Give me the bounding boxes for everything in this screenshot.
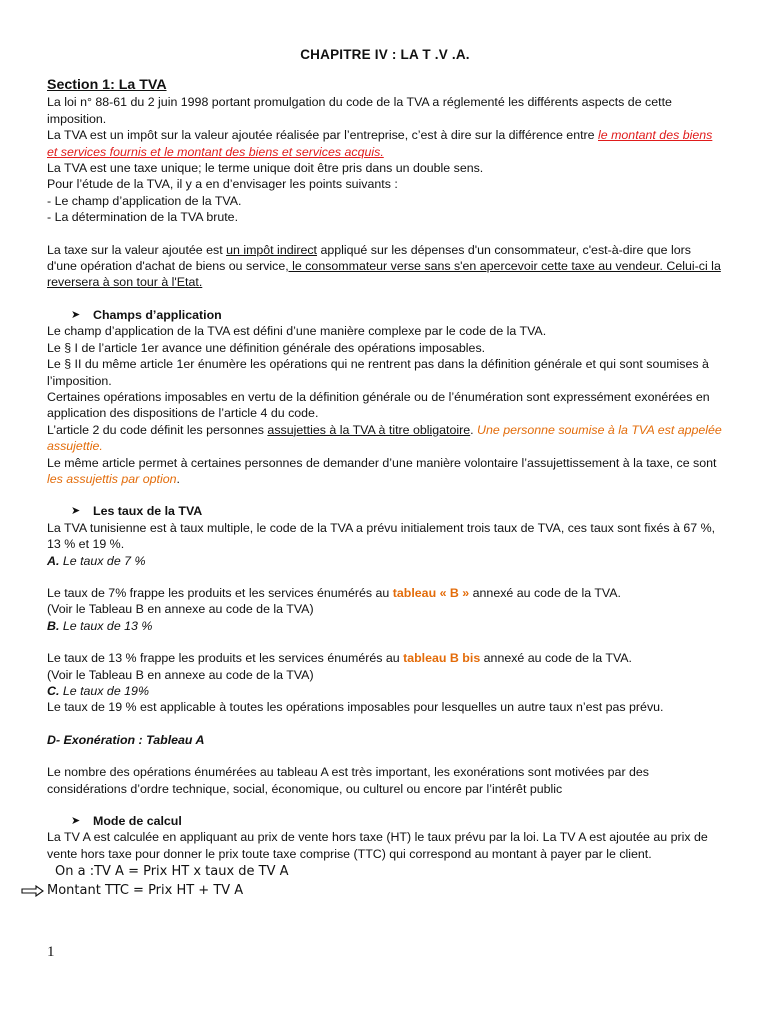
paragraph — [47, 242, 723, 291]
paragraph: La TVA est une taxe unique; le terme unique doit être pris dans un double sens. — [47, 161, 484, 176]
chapter-title: CHAPITRE IV : LA T .V .A. — [300, 47, 470, 62]
paragraph: Le champ d’application de la TVA est défini d’une manière complexe par le code de la TVA. — [47, 324, 547, 339]
paragraph — [47, 650, 723, 666]
paragraph: Le § I de l’article 1er avance une définition générale des opérations imposables. — [47, 340, 486, 355]
paragraph: La loi n° 88-61 du 2 juin 1998 portant promulgation du code de la TVA a réglementé les différents aspects de cette imposition. — [47, 95, 672, 126]
text: . — [470, 422, 478, 437]
formula-text: Montant TTC = Prix HT + TV A — [47, 883, 244, 899]
text: . — [176, 471, 180, 486]
letter: A. — [47, 553, 60, 568]
text: annexé au code de la TVA. — [480, 651, 632, 666]
paragraph: La TVA tunisienne est à taux multiple, le code de la TVA a prévu initialement trois taux de TVA, ces taux sont fixés à 67 %, 13 % et 19 %. — [47, 520, 716, 552]
list-item: - Le champ d’application de la TVA. — [47, 193, 242, 208]
section-heading: Section 1: La TVA — [47, 77, 167, 94]
list-item: - La détermination de la TVA brute. — [47, 210, 239, 225]
arrow-bullet-icon: ➤ — [71, 308, 81, 321]
bullet-heading — [71, 307, 723, 323]
highlighted-text: tableau B bis — [403, 651, 481, 666]
formula — [21, 881, 723, 900]
letter: B. — [47, 618, 60, 633]
paragraph: Certaines opérations imposables en vertu de la définition générale ou de l’énumération sont expressément exonérées en application des dispositions de l’article 4 du code. — [47, 389, 710, 421]
highlighted-definition: les assujettis par option — [47, 471, 177, 486]
bullet-heading-label: Les taux de la TVA — [93, 504, 203, 519]
paragraph: (Voir le Tableau B en annexe au code de la TVA) — [47, 667, 314, 682]
bullet-heading — [71, 813, 723, 829]
document-page — [47, 47, 723, 900]
paragraph: (Voir le Tableau B en annexe au code de la TVA) — [47, 602, 314, 617]
sub-heading — [47, 553, 723, 569]
paragraph — [47, 422, 723, 455]
underlined-text: un impôt indirect — [226, 242, 318, 257]
formula: On a :TV A = Prix HT x taux de TV A — [55, 864, 289, 880]
paragraph — [47, 455, 723, 488]
arrow-bullet-icon: ➤ — [71, 505, 81, 518]
highlighted-text: tableau « B » — [392, 585, 470, 600]
text: L’article 2 du code définit les personnes — [47, 422, 268, 437]
text: appliqué sur les dépenses d'un consommateur, c'est-à-dire que lors d'une opération d'achat de biens ou service — [47, 242, 691, 274]
sub-heading: D- Exonération : Tableau A — [47, 732, 205, 747]
text: annexé au code de la TVA. — [469, 585, 621, 600]
paragraph: Le taux de 19 % est applicable à toutes les opérations imposables pour lesquelles un autre taux n’est pas prévu. — [47, 700, 664, 715]
underlined-text: assujetties à la TVA à titre obligatoire — [267, 422, 471, 437]
bullet-heading — [71, 503, 723, 519]
paragraph: Le nombre des opérations énumérées au tableau A est très important, les exonérations sont motivées par des considérations d’ordre technique, social, économique, ou culturel ou encore par l’intérêt public — [47, 765, 649, 796]
page-number: 1 — [47, 944, 55, 960]
sub-heading — [47, 683, 723, 699]
text: Le taux de 7% frappe les produits et les services énumérés au — [47, 585, 393, 600]
text: La TVA est un impôt sur la valeur ajoutée réalisée par l’entreprise, c’est à dire sur la différence entre — [47, 128, 598, 143]
text: La taxe sur la valeur ajoutée est — [47, 242, 227, 257]
bullet-heading-label: Mode de calcul — [93, 814, 182, 829]
sub-heading — [47, 618, 723, 634]
text: Le même article permet à certaines personnes de demander d’une manière volontaire l’assujettissement à la taxe, ce sont — [47, 455, 717, 470]
highlighted-definition: le montant des biens et services fournis et le montant des biens et services acquis. — [47, 128, 713, 159]
paragraph — [47, 585, 723, 601]
paragraph: La TV A est calculée en appliquant au prix de vente hors taxe (HT) le taux prévu par la loi. La TV A est ajoutée au prix de vente hors taxe pour donner le prix toute taxe comprise (TTC) qui correspond au montant à payer par le client. — [47, 830, 708, 861]
highlighted-definition: Une personne soumise à la TVA est appelée assujettie. — [47, 422, 722, 454]
text: Le taux de 7 % — [59, 553, 146, 568]
letter: C. — [47, 684, 60, 698]
text: Le taux de 19% — [59, 684, 149, 698]
paragraph: Le § II du même article 1er énumère les opérations qui ne rentrent pas dans la définition générale et qui sont soumises à l’imposition. — [47, 357, 709, 388]
arrow-right-icon — [21, 885, 45, 897]
text: Le taux de 13 % frappe les produits et les services énumérés au — [47, 651, 404, 666]
paragraph — [47, 127, 723, 160]
text: Le taux de 13 % — [59, 618, 153, 633]
underlined-text: , le consommateur verse sans s'en apercevoir cette taxe au vendeur. Celui-ci la reversera à son tour à l'Etat. — [47, 259, 721, 290]
paragraph: Pour l’étude de la TVA, il y a en d’envisager les points suivants : — [47, 177, 398, 192]
arrow-bullet-icon: ➤ — [71, 815, 81, 828]
bullet-heading-label: Champs d’application — [93, 307, 222, 322]
